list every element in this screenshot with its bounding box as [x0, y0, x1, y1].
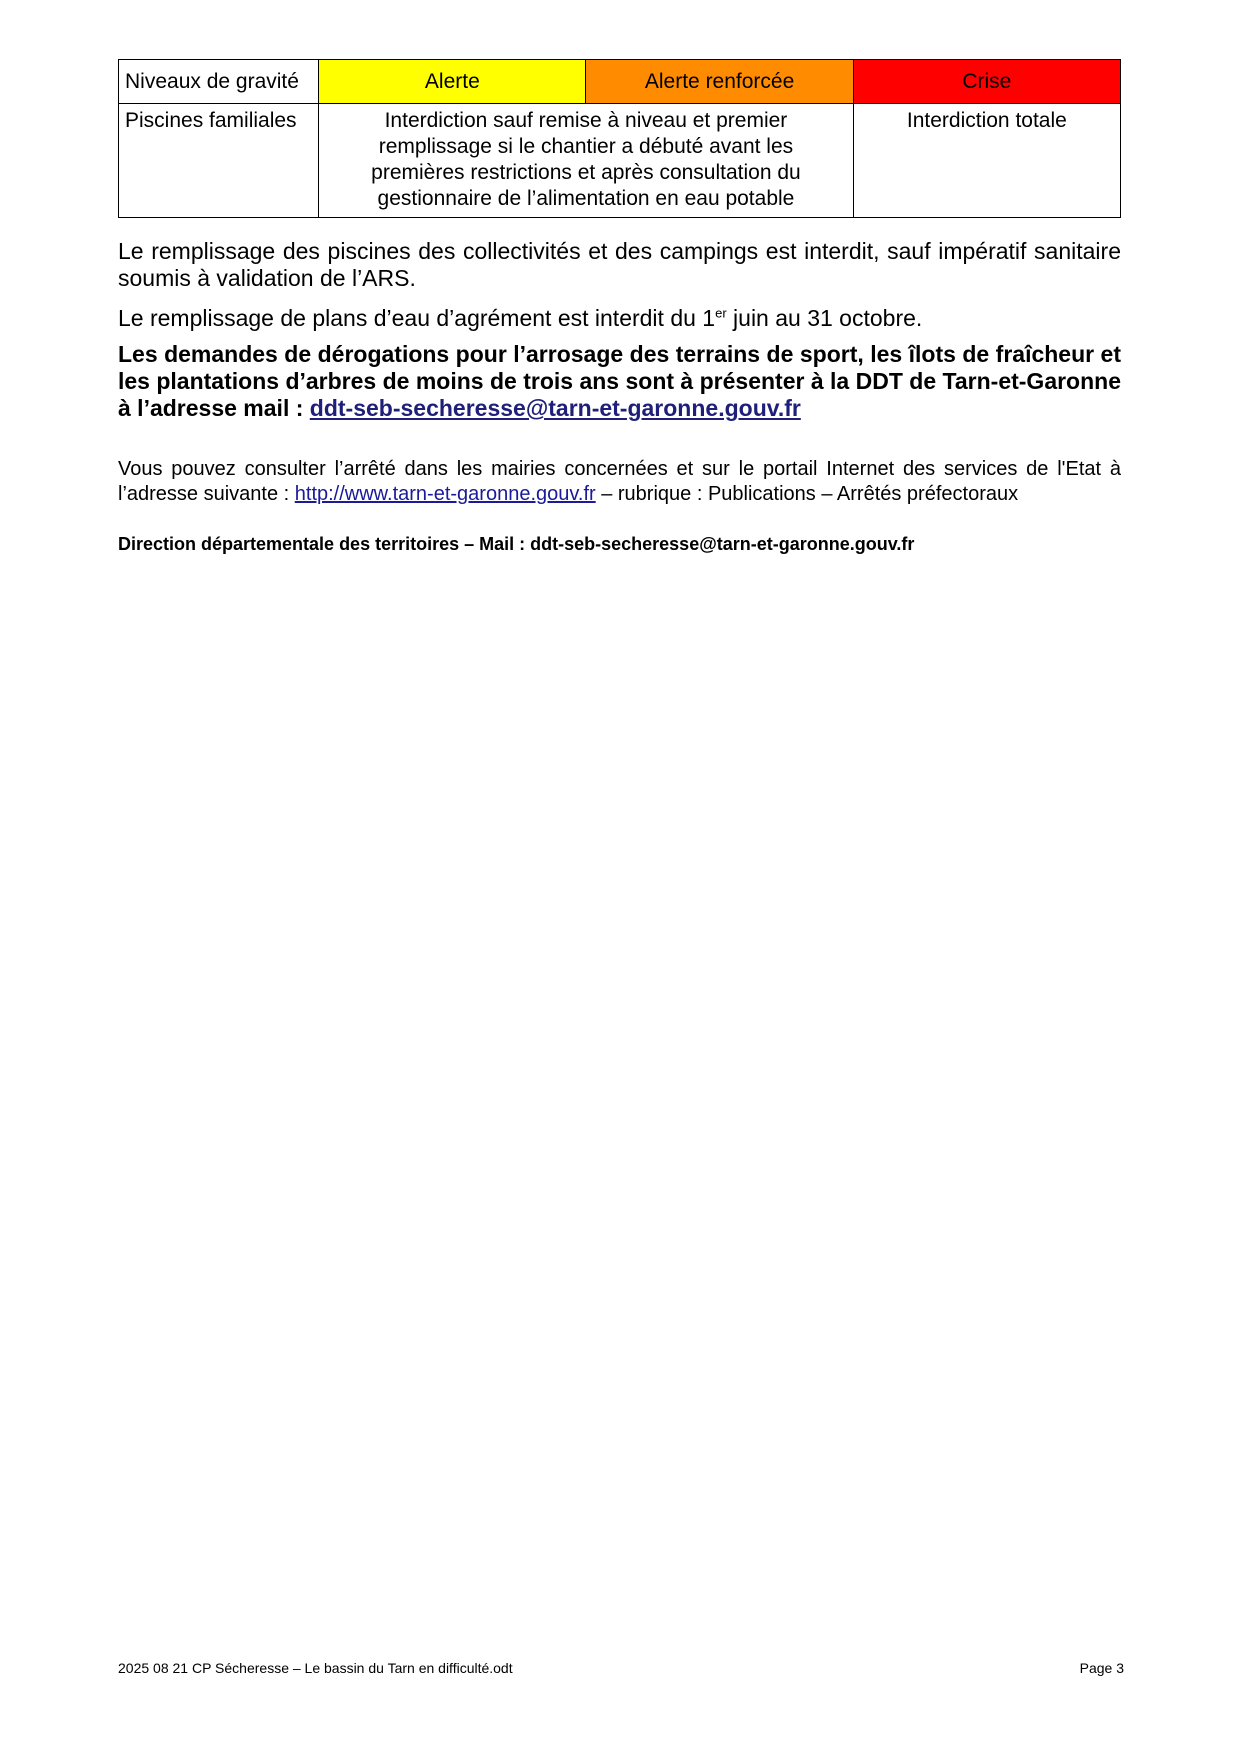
p3-text: Les demandes de dérogations pour l’arrosage des terrains de sport, les îlots de fraîcheur et les plantations d’arbres de moins de trois ans sont à présenter à la DDT de Tarn-et-Garonne à l’adresse mail : — [118, 341, 1121, 421]
level-alerte-cell: Alerte — [319, 60, 586, 104]
table-header-row — [119, 60, 1121, 104]
level-alerte-renforcee-cell: Alerte renforcée — [586, 60, 853, 104]
header-label-cell: Niveaux de gravité — [119, 60, 319, 104]
contact-line: Direction départementale des territoires – Mail : ddt-seb-secheresse@tarn-et-garonne.gouv.fr — [118, 534, 915, 554]
severity-table — [118, 59, 1121, 218]
p2-text-after: juin au 31 octobre. — [726, 305, 923, 331]
prefecture-website-link[interactable]: http://www.tarn-et-garonne.gouv.fr — [294, 483, 596, 505]
crise-measure-cell: Interdiction totale — [853, 104, 1120, 218]
derogation-email-link[interactable]: ddt-seb-secheresse@tarn-et-garonne.gouv.fr — [309, 395, 801, 421]
paragraph-collectivites: Le remplissage des piscines des collectivités et des campings est interdit, sauf impératif sanitaire soumis à validation de l’ARS. — [118, 238, 1121, 291]
row-label-cell: Piscines familiales — [119, 104, 319, 218]
paragraph-consultation — [118, 457, 1121, 507]
p4-text-before: Vous pouvez consulter l’arrêté dans les mairies concernées et sur le portail Internet des services de l'Etat à l’adresse suivante : — [118, 458, 1121, 505]
footer-page-number: Page 3 — [1079, 1660, 1124, 1676]
p2-superscript: er — [715, 305, 727, 321]
footer-filename: 2025 08 21 CP Sécheresse – Le bassin du Tarn en difficulté.odt — [118, 1660, 513, 1676]
level-crise-cell: Crise — [853, 60, 1120, 104]
paragraph-derogations — [118, 341, 1121, 422]
paragraph-plans-eau — [118, 305, 1121, 332]
p2-text-before: Le remplissage de plans d’eau d’agrément est interdit du 1 — [118, 305, 716, 331]
p4-text-after: – rubrique : Publications – Arrêtés préfectoraux — [595, 483, 1019, 505]
table-row — [119, 104, 1121, 218]
alerte-measure-cell: Interdiction sauf remise à niveau et premier remplissage si le chantier a débuté avant les premières restrictions et après consultation du gestionnaire de l’alimentation en eau potable — [319, 104, 854, 218]
